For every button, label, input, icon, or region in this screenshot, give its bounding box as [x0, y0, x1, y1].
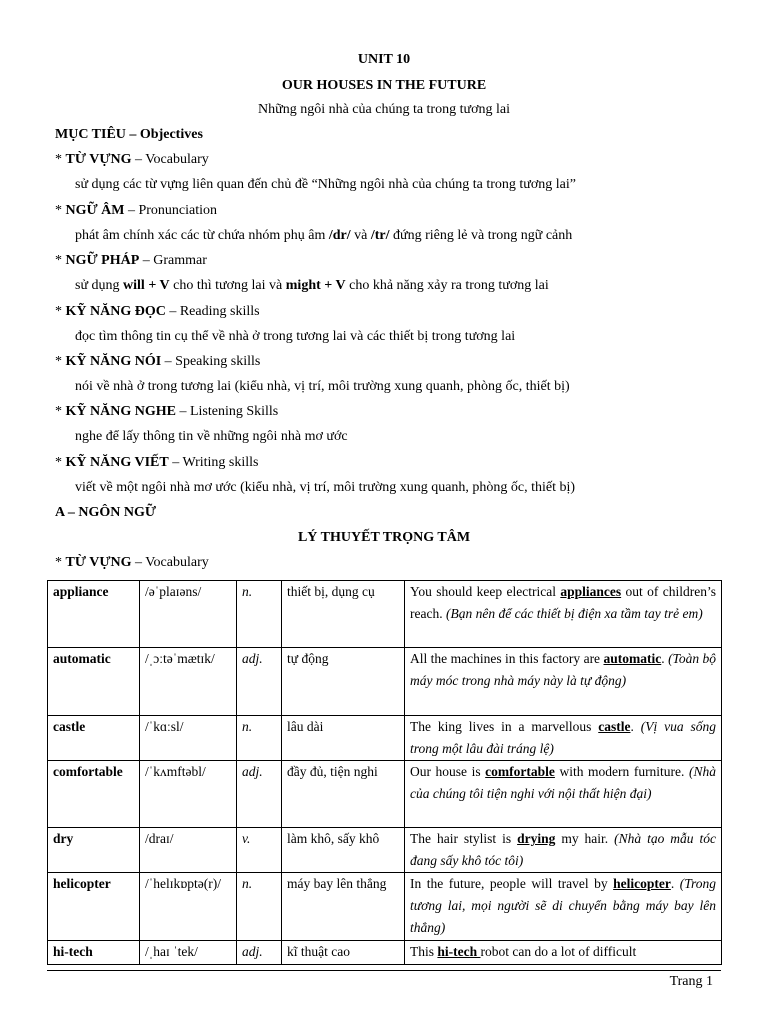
- vocab-heading-en: – Vocabulary: [131, 555, 209, 570]
- bullet: *: [55, 253, 66, 268]
- vocab-pos: n.: [237, 581, 282, 648]
- example-keyword: castle: [598, 719, 631, 734]
- vocab-example: [405, 873, 722, 941]
- example-text: .: [661, 651, 669, 666]
- desc-text: sử dụng: [75, 278, 124, 293]
- vocab-row: [48, 581, 722, 648]
- example-translation: (Nhà của chúng tôi tiện nghi với nội thất hiện đại): [410, 764, 716, 801]
- example-text: In the future, people will travel by: [410, 876, 614, 891]
- objectives-heading: MỤC TIÊU – Objectives: [55, 127, 203, 142]
- vocab-example: [405, 648, 722, 716]
- objective-speaking-desc: nói về nhà ở trong tương lai (kiểu nhà, vị trí, môi trường xung quanh, phòng ốc, thiết bị): [75, 379, 570, 394]
- vocab-pos: adj.: [237, 941, 282, 965]
- desc-text: phát âm chính xác các từ chứa nhóm phụ âm: [75, 228, 329, 243]
- objective-listening-desc: nghe để lấy thông tin về những ngôi nhà mơ ước: [75, 429, 348, 444]
- objective-label-vn: TỪ VỰNG: [65, 152, 132, 167]
- vocab-heading: [55, 555, 209, 571]
- vocab-row: [48, 648, 722, 716]
- bullet: *: [55, 203, 66, 218]
- example-translation: (Vị vua sống trong một lâu đài tráng lệ): [410, 719, 716, 756]
- bullet: *: [55, 304, 66, 319]
- theory-title: LÝ THUYẾT TRỌNG TÂM: [297, 530, 471, 545]
- vocab-meaning: máy bay lên thẳng: [282, 873, 405, 941]
- desc-text: và: [350, 228, 371, 243]
- vocab-word: hi-tech: [48, 941, 140, 965]
- objective-label-vn: KỸ NĂNG NÓI: [65, 354, 162, 369]
- desc-emphasis: might + V: [285, 278, 346, 293]
- vocab-example: [405, 828, 722, 873]
- vocab-word: comfortable: [48, 761, 140, 828]
- bullet: *: [55, 404, 66, 419]
- example-keyword: helicopter: [613, 876, 671, 891]
- objective-vocabulary: [55, 152, 209, 168]
- vocab-example: [405, 581, 722, 648]
- bullet: *: [55, 455, 66, 470]
- unit-title: OUR HOUSES IN THE FUTURE: [281, 78, 487, 93]
- vocab-row: [48, 716, 722, 761]
- vocab-ipa: /əˈplaɪəns/: [140, 581, 237, 648]
- example-keyword: comfortable: [485, 764, 555, 779]
- objective-writing-desc: viết về một ngôi nhà mơ ước (kiểu nhà, vị trí, môi trường xung quanh, phòng ốc, thiết bị): [75, 480, 576, 495]
- objective-label-vn: KỸ NĂNG VIẾT: [65, 455, 169, 470]
- vocab-meaning: lâu dài: [282, 716, 405, 761]
- example-text: All the machines in this factory are: [410, 651, 604, 666]
- desc-emphasis: /dr/: [328, 228, 351, 243]
- example-keyword: hi-tech: [437, 944, 481, 959]
- example-translation: (Trong tương lai, mọi người sẽ di chuyển bằng máy bay lên thẳng): [410, 876, 716, 935]
- objective-writing: [55, 455, 259, 471]
- example-text: The hair stylist is: [410, 831, 518, 846]
- example-keyword: appliances: [560, 584, 622, 599]
- vocabulary-table: [47, 580, 722, 965]
- example-text: with modern furniture.: [554, 764, 689, 779]
- example-keyword: drying: [517, 831, 556, 846]
- objective-label-en: – Reading skills: [165, 304, 260, 319]
- bullet: *: [55, 152, 66, 167]
- example-translation: (Bạn nên để các thiết bị điện xa tầm tay trẻ em): [445, 606, 703, 621]
- vocab-ipa: /ˌɔːtəˈmætɪk/: [140, 648, 237, 716]
- objective-grammar-desc: [75, 278, 549, 294]
- bullet: *: [55, 354, 66, 369]
- desc-emphasis: will + V: [123, 278, 170, 293]
- example-text: out of children’s reach.: [410, 584, 716, 621]
- objective-label-vn: KỸ NĂNG ĐỌC: [65, 304, 166, 319]
- vocab-meaning: tự động: [282, 648, 405, 716]
- example-text: .: [670, 876, 680, 891]
- page-number: Trang 1: [669, 974, 713, 989]
- vocab-row: [48, 761, 722, 828]
- example-text: The king lives in a marvellous: [410, 719, 599, 734]
- example-text: You should keep electrical: [410, 584, 561, 599]
- vocab-example: [405, 716, 722, 761]
- vocab-ipa: /ˈkɑːsl/: [140, 716, 237, 761]
- objective-label-en: – Grammar: [139, 253, 207, 268]
- desc-text: cho khả năng xảy ra trong tương lai: [345, 278, 549, 293]
- objective-label-en: – Writing skills: [168, 455, 259, 470]
- vocab-word: helicopter: [48, 873, 140, 941]
- objective-speaking: [55, 354, 260, 370]
- objective-label-vn: KỸ NĂNG NGHE: [65, 404, 176, 419]
- example-text: my hair.: [555, 831, 615, 846]
- vocab-row: [48, 828, 722, 873]
- vocab-heading-vn: TỪ VỰNG: [65, 555, 132, 570]
- section-a-heading: A – NGÔN NGỮ: [55, 505, 156, 520]
- vocab-meaning: đầy đủ, tiện nghi: [282, 761, 405, 828]
- vocab-pos: v.: [237, 828, 282, 873]
- objective-label-en: – Speaking skills: [161, 354, 261, 369]
- vocab-ipa: /ˈkʌmftəbl/: [140, 761, 237, 828]
- vocab-meaning: kĩ thuật cao: [282, 941, 405, 965]
- vocab-word: castle: [48, 716, 140, 761]
- vocab-row: [48, 873, 722, 941]
- bullet: *: [55, 555, 66, 570]
- example-text: robot can do a lot of difficult: [480, 944, 637, 959]
- objective-pronunciation: [55, 203, 217, 219]
- vocab-example: [405, 761, 722, 828]
- vocab-meaning: thiết bị, dụng cụ: [282, 581, 405, 648]
- footer-divider: [47, 970, 721, 971]
- objective-label-vn: NGỮ ÂM: [65, 203, 125, 218]
- objective-label-vn: NGỮ PHÁP: [65, 253, 140, 268]
- objective-label-en: – Vocabulary: [131, 152, 209, 167]
- vocab-pos: n.: [237, 873, 282, 941]
- vocab-word: appliance: [48, 581, 140, 648]
- example-text: This: [410, 944, 438, 959]
- vocab-pos: adj.: [237, 648, 282, 716]
- desc-text: cho thì tương lai và: [169, 278, 286, 293]
- unit-subtitle: Những ngôi nhà của chúng ta trong tương lai: [258, 102, 510, 117]
- vocab-meaning: làm khô, sấy khô: [282, 828, 405, 873]
- example-text: Our house is: [410, 764, 486, 779]
- objective-pronunciation-desc: [75, 228, 572, 244]
- unit-number: UNIT 10: [357, 52, 411, 67]
- vocab-row: [48, 941, 722, 965]
- vocab-word: dry: [48, 828, 140, 873]
- example-keyword: automatic: [603, 651, 662, 666]
- objective-label-en: – Pronunciation: [124, 203, 218, 218]
- objective-vocabulary-desc: sử dụng các từ vựng liên quan đến chủ đề “Những ngôi nhà của chúng ta trong tương lai”: [75, 177, 576, 192]
- objective-listening: [55, 404, 278, 420]
- objective-label-en: – Listening Skills: [175, 404, 279, 419]
- example-translation: (Toàn bộ máy móc trong nhà máy này là tự động): [410, 651, 717, 688]
- vocab-example: [405, 941, 722, 965]
- vocab-ipa: /ˌhaɪ ˈtek/: [140, 941, 237, 965]
- vocab-ipa: /draɪ/: [140, 828, 237, 873]
- example-text: .: [630, 719, 641, 734]
- vocab-pos: adj.: [237, 761, 282, 828]
- vocab-word: automatic: [48, 648, 140, 716]
- vocab-pos: n.: [237, 716, 282, 761]
- objective-reading-desc: đọc tìm thông tin cụ thể về nhà ở trong tương lai và các thiết bị trong tương lai: [75, 329, 516, 344]
- vocab-ipa: /ˈhelɪkɒptə(r)/: [140, 873, 237, 941]
- desc-text: đứng riêng lẻ và trong ngữ cảnh: [389, 228, 573, 243]
- objective-reading: [55, 304, 260, 320]
- desc-emphasis: /tr/: [370, 228, 390, 243]
- example-translation: (Nhà tạo mẫu tóc đang sấy khô tóc tôi): [410, 831, 717, 868]
- objective-grammar: [55, 253, 207, 269]
